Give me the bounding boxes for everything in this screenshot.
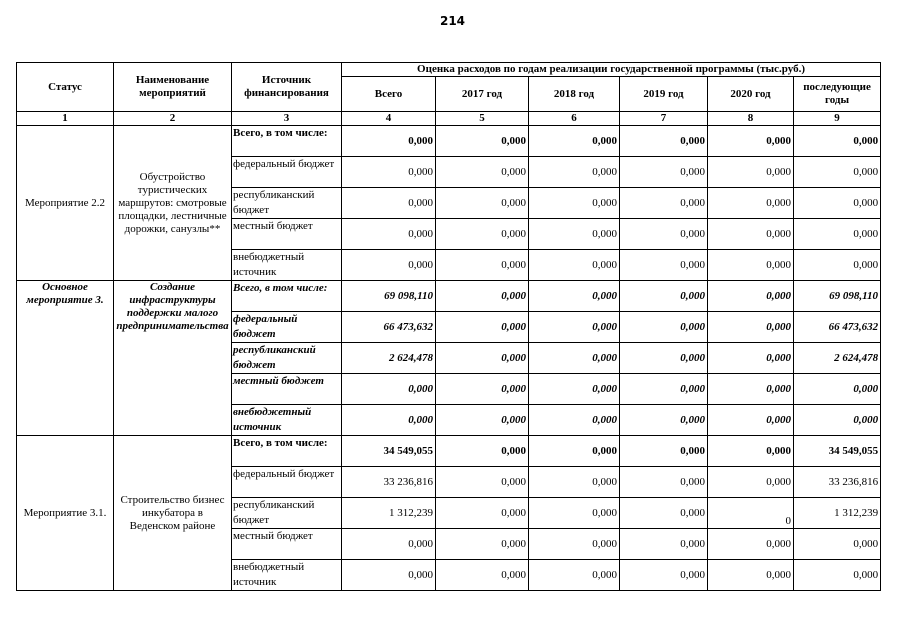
funding-source: местный бюджет xyxy=(232,219,342,250)
amount-cell: 0,000 xyxy=(436,188,529,219)
amount-cell: 0,000 xyxy=(529,343,620,374)
amount-cell: 0,000 xyxy=(529,560,620,591)
amount-cell: 0,000 xyxy=(708,560,794,591)
amount-cell: 0,000 xyxy=(794,250,881,281)
amount-cell: 0,000 xyxy=(794,188,881,219)
amount-cell: 0,000 xyxy=(436,467,529,498)
amount-cell: 0,000 xyxy=(436,343,529,374)
amount-cell: 0,000 xyxy=(708,374,794,405)
funding-source: внебюджетный источник xyxy=(232,250,342,281)
amount-cell: 0,000 xyxy=(794,560,881,591)
amount-cell: 0,000 xyxy=(708,219,794,250)
amount-cell: 0,000 xyxy=(529,498,620,529)
amount-cell: 0,000 xyxy=(529,157,620,188)
header-name: Наименование мероприятий xyxy=(114,63,232,112)
header-status: Статус xyxy=(17,63,114,112)
expense-table xyxy=(16,62,881,591)
amount-cell: 0,000 xyxy=(708,126,794,157)
funding-source: местный бюджет xyxy=(232,529,342,560)
amount-cell: 0,000 xyxy=(708,343,794,374)
amount-cell: 0,000 xyxy=(436,529,529,560)
amount-cell: 69 098,110 xyxy=(794,281,881,312)
funding-source: Всего, в том числе: xyxy=(232,436,342,467)
amount-cell: 2 624,478 xyxy=(342,343,436,374)
amount-cell: 33 236,816 xyxy=(342,467,436,498)
amount-cell: 0,000 xyxy=(529,467,620,498)
amount-cell: 0,000 xyxy=(529,405,620,436)
amount-cell: 0,000 xyxy=(708,188,794,219)
table-row xyxy=(17,281,881,312)
col-number: 9 xyxy=(794,112,881,126)
amount-cell: 0,000 xyxy=(708,529,794,560)
header-2019: 2019 год xyxy=(620,77,708,112)
funding-source: Всего, в том числе: xyxy=(232,281,342,312)
page-number: 214 xyxy=(439,14,466,28)
amount-cell: 0,000 xyxy=(708,250,794,281)
amount-cell: 34 549,055 xyxy=(342,436,436,467)
col-number: 7 xyxy=(620,112,708,126)
header-later: последующие годы xyxy=(794,77,881,112)
amount-cell: 1 312,239 xyxy=(342,498,436,529)
amount-cell: 0 xyxy=(708,498,794,529)
amount-cell: 0,000 xyxy=(342,374,436,405)
amount-cell: 0,000 xyxy=(794,374,881,405)
amount-cell: 0,000 xyxy=(620,126,708,157)
row-status: Основное мероприятие 3. xyxy=(17,281,114,436)
col-number: 4 xyxy=(342,112,436,126)
amount-cell: 0,000 xyxy=(708,312,794,343)
funding-source: местный бюджет xyxy=(232,374,342,405)
row-status: Мероприятие 3.1. xyxy=(17,436,114,591)
row-status: Мероприятие 2.2 xyxy=(17,126,114,281)
amount-cell: 69 098,110 xyxy=(342,281,436,312)
amount-cell: 0,000 xyxy=(708,436,794,467)
amount-cell: 0,000 xyxy=(529,529,620,560)
amount-cell: 0,000 xyxy=(620,467,708,498)
row-activity-name: Обустройство туристических маршрутов: смотровые площадки, лестничные дорожки, санузлы** xyxy=(114,126,232,281)
amount-cell: 0,000 xyxy=(342,219,436,250)
amount-cell: 0,000 xyxy=(436,157,529,188)
amount-cell: 0,000 xyxy=(342,405,436,436)
funding-source: федеральный бюджет xyxy=(232,312,342,343)
amount-cell: 0,000 xyxy=(342,126,436,157)
amount-cell: 0,000 xyxy=(436,405,529,436)
amount-cell: 0,000 xyxy=(620,250,708,281)
funding-source: Всего, в том числе: xyxy=(232,126,342,157)
amount-cell: 0,000 xyxy=(620,374,708,405)
amount-cell: 0,000 xyxy=(794,157,881,188)
table-row xyxy=(17,436,881,467)
amount-cell: 0,000 xyxy=(436,560,529,591)
amount-cell: 0,000 xyxy=(620,219,708,250)
amount-cell: 0,000 xyxy=(529,188,620,219)
col-number: 3 xyxy=(232,112,342,126)
amount-cell: 0,000 xyxy=(436,436,529,467)
amount-cell: 0,000 xyxy=(620,529,708,560)
amount-cell: 34 549,055 xyxy=(794,436,881,467)
amount-cell: 0,000 xyxy=(794,405,881,436)
amount-cell: 0,000 xyxy=(794,126,881,157)
amount-cell: 0,000 xyxy=(436,219,529,250)
amount-cell: 0,000 xyxy=(620,436,708,467)
amount-cell: 0,000 xyxy=(708,157,794,188)
amount-cell: 2 624,478 xyxy=(794,343,881,374)
amount-cell: 0,000 xyxy=(529,281,620,312)
amount-cell: 0,000 xyxy=(620,498,708,529)
table-row xyxy=(17,126,881,157)
amount-cell: 0,000 xyxy=(436,374,529,405)
amount-cell: 0,000 xyxy=(529,126,620,157)
header-2017: 2017 год xyxy=(436,77,529,112)
amount-cell: 1 312,239 xyxy=(794,498,881,529)
amount-cell: 66 473,632 xyxy=(342,312,436,343)
amount-cell: 0,000 xyxy=(436,250,529,281)
amount-cell: 0,000 xyxy=(529,250,620,281)
amount-cell: 0,000 xyxy=(436,498,529,529)
amount-cell: 0,000 xyxy=(794,219,881,250)
amount-cell: 0,000 xyxy=(342,188,436,219)
amount-cell: 33 236,816 xyxy=(794,467,881,498)
amount-cell: 0,000 xyxy=(436,312,529,343)
funding-source: федеральный бюджет xyxy=(232,157,342,188)
amount-cell: 0,000 xyxy=(529,312,620,343)
amount-cell: 0,000 xyxy=(620,157,708,188)
funding-source: республиканский бюджет xyxy=(232,343,342,374)
col-number: 2 xyxy=(114,112,232,126)
funding-source: внебюджетный источник xyxy=(232,560,342,591)
amount-cell: 0,000 xyxy=(436,281,529,312)
amount-cell: 0,000 xyxy=(708,467,794,498)
header-estimate: Оценка расходов по годам реализации государственной программы (тыс.руб.) xyxy=(342,63,881,77)
funding-source: республиканский бюджет xyxy=(232,188,342,219)
header-2020: 2020 год xyxy=(708,77,794,112)
col-number: 1 xyxy=(17,112,114,126)
amount-cell: 0,000 xyxy=(620,405,708,436)
col-number: 5 xyxy=(436,112,529,126)
col-number: 8 xyxy=(708,112,794,126)
amount-cell: 66 473,632 xyxy=(794,312,881,343)
amount-cell: 0,000 xyxy=(529,436,620,467)
amount-cell: 0,000 xyxy=(342,529,436,560)
header-source: Источник финансирования xyxy=(232,63,342,112)
amount-cell: 0,000 xyxy=(620,343,708,374)
table-body xyxy=(17,126,881,591)
amount-cell: 0,000 xyxy=(342,560,436,591)
row-activity-name: Создание инфраструктуры поддержки малого предпринимательства xyxy=(114,281,232,436)
amount-cell: 0,000 xyxy=(620,281,708,312)
row-activity-name: Строительство бизнес инкубатора в Веденском районе xyxy=(114,436,232,591)
amount-cell: 0,000 xyxy=(708,281,794,312)
funding-source: внебюджетный источник xyxy=(232,405,342,436)
amount-cell: 0,000 xyxy=(529,374,620,405)
amount-cell: 0,000 xyxy=(620,312,708,343)
amount-cell: 0,000 xyxy=(708,405,794,436)
funding-source: республиканский бюджет xyxy=(232,498,342,529)
funding-source: федеральный бюджет xyxy=(232,467,342,498)
amount-cell: 0,000 xyxy=(342,157,436,188)
amount-cell: 0,000 xyxy=(794,529,881,560)
header-2018: 2018 год xyxy=(529,77,620,112)
amount-cell: 0,000 xyxy=(342,250,436,281)
amount-cell: 0,000 xyxy=(620,560,708,591)
amount-cell: 0,000 xyxy=(529,219,620,250)
amount-cell: 0,000 xyxy=(620,188,708,219)
header-total: Всего xyxy=(342,77,436,112)
amount-cell: 0,000 xyxy=(436,126,529,157)
col-number: 6 xyxy=(529,112,620,126)
